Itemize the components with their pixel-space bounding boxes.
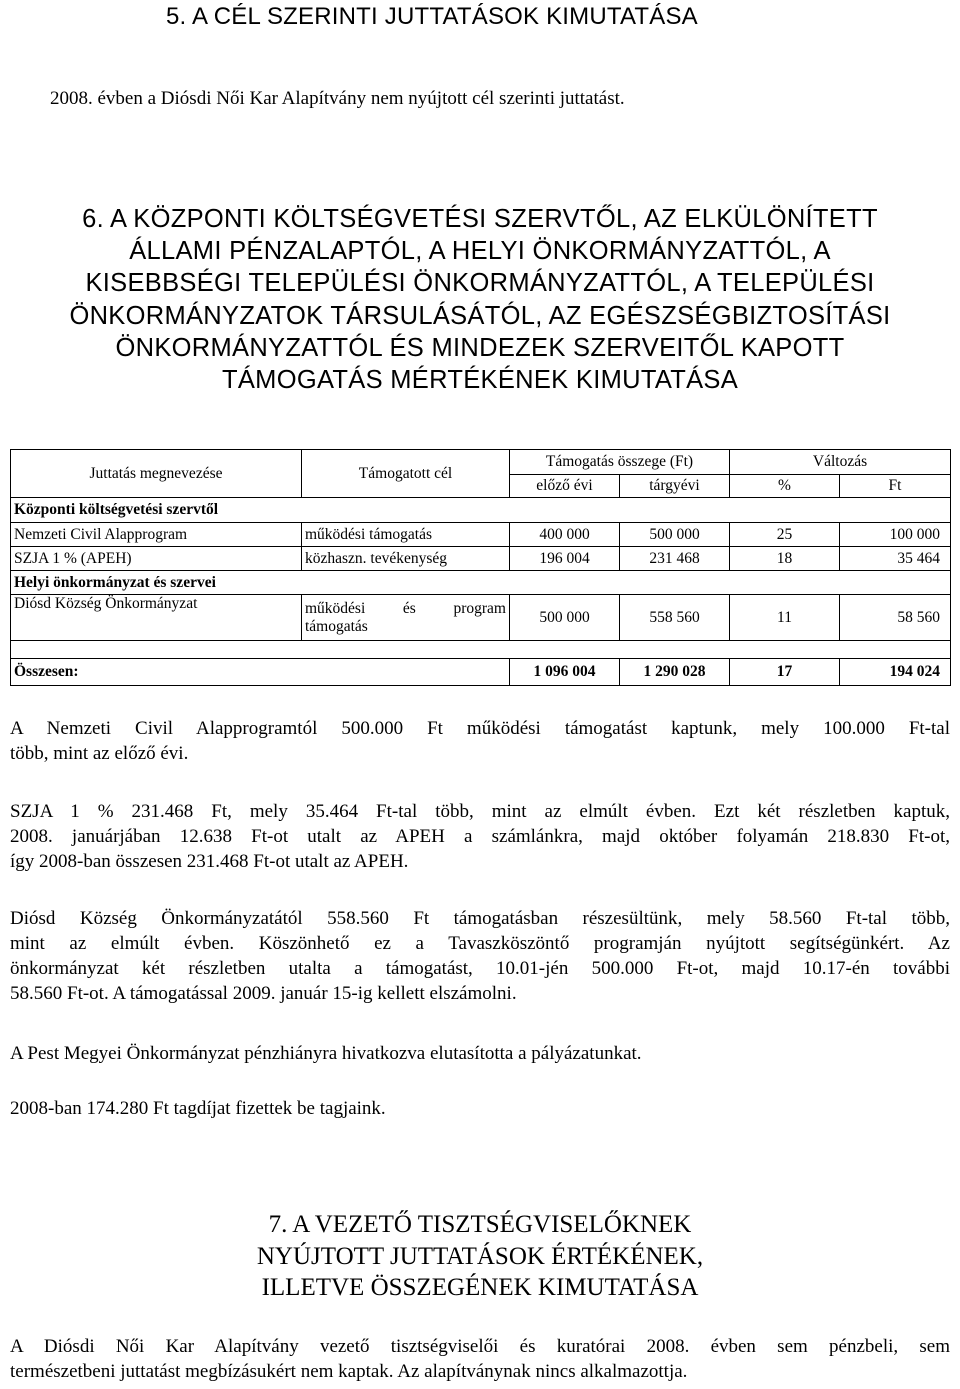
table-row [11, 547, 951, 571]
cell-prev: 196 004 [510, 547, 620, 571]
cell-current: 558 560 [620, 595, 730, 641]
text-line: így 2008-ban összesen 231.468 Ft-ot utalt az APEH. [10, 851, 409, 872]
text-line: A Nemzeti Civil Alapprogramtól 500.000 Ft működési támogatást kaptunk, mely 100.000 Ft-tal [10, 718, 950, 739]
table-row [11, 523, 951, 547]
title-line: TÁMOGATÁS MÉRTÉKÉNEK KIMUTATÁSA [221, 366, 739, 395]
header-prev: előző évi [510, 475, 620, 498]
cell-ft: 58 560 [840, 595, 951, 641]
header-amount: Támogatás összege (Ft) [510, 450, 730, 475]
title-line: ÖNKORMÁNYZATOK TÁRSULÁSÁTÓL, AZ EGÉSZSÉGBIZTOSÍTÁSI [69, 301, 891, 330]
title-line: ÖNKORMÁNYZATTÓL ÉS MINDEZEK SZERVEITŐL KAPOTT [115, 333, 845, 362]
section-6-title [14, 203, 946, 396]
empty-cell [11, 641, 510, 659]
table-spacer-row [11, 641, 951, 659]
paragraph-officers [10, 1334, 950, 1384]
title-line: KISEBBSÉGI TELEPÜLÉSI ÖNKORMÁNYZATTÓL, A TELEPÜLÉSI [85, 269, 875, 298]
cell-purpose [302, 595, 510, 641]
header-change: Változás [730, 450, 951, 475]
paragraph-tagdij [10, 1096, 950, 1121]
cell-purpose: működési támogatás [302, 523, 510, 547]
section-5-text: 2008. évben a Diósdi Női Kar Alapítvány nem nyújtott cél szerinti juttatást. [50, 88, 625, 109]
title-line: ÁLLAMI PÉNZALAPTÓL, A HELYI ÖNKORMÁNYZATTÓL, A [129, 237, 831, 266]
total-ft: 194 024 [840, 659, 951, 686]
paragraph-szja [10, 799, 950, 874]
group-label: Központi költségvetési szervtől [11, 498, 510, 523]
table-row [11, 595, 951, 641]
empty-cell [510, 641, 951, 659]
cell-ft: 35 464 [840, 547, 951, 571]
purpose-line: működési és program [305, 599, 506, 617]
text-line: 2008. januárjában 12.638 Ft-ot utalt az APEH a számlánkra, majd október folyamán 218.830 Ft-ot, [10, 826, 950, 847]
empty-cell [510, 571, 951, 595]
cell-ft: 100 000 [840, 523, 951, 547]
text-line: Diósd Község Önkormányzatától 558.560 Ft támogatásban részesültünk, mely 58.560 Ft-tal több, [10, 908, 950, 929]
cell-name: Nemzeti Civil Alapprogram [11, 523, 302, 547]
text-line: 2008-ban 174.280 Ft tagdíjat fizettek be tagjaink. [10, 1098, 386, 1119]
header-name: Juttatás megnevezése [11, 450, 302, 498]
total-pct: 17 [730, 659, 840, 686]
paragraph-pest [10, 1041, 950, 1066]
text-line: mint az elmúlt évben. Köszönhető ez a Tavaszköszöntő programján nyújtott segítségünkért. Az [10, 933, 950, 954]
empty-cell [510, 498, 951, 523]
header-ft: Ft [840, 475, 951, 498]
section-7-title [0, 1209, 960, 1304]
cell-pct: 25 [730, 523, 840, 547]
cell-pct: 18 [730, 547, 840, 571]
text-line: SZJA 1 % 231.468 Ft, mely 35.464 Ft-tal több, mint az elmúlt évben. Ezt két részletben kaptuk, [10, 801, 950, 822]
table-group-row [11, 571, 951, 595]
cell-prev: 400 000 [510, 523, 620, 547]
cell-name: Diósd Község Önkormányzat [11, 595, 302, 641]
cell-name: SZJA 1 % (APEH) [11, 547, 302, 571]
section-5-title: 5. A CÉL SZERINTI JUTTATÁSOK KIMUTATÁSA [166, 3, 698, 30]
total-current: 1 290 028 [620, 659, 730, 686]
title-line: NYÚJTOTT JUTTATÁSOK ÉRTÉKÉNEK, [256, 1242, 704, 1270]
header-purpose: Támogatott cél [302, 450, 510, 498]
cell-pct: 11 [730, 595, 840, 641]
cell-current: 500 000 [620, 523, 730, 547]
table-total-row [11, 659, 951, 686]
support-table [10, 449, 951, 686]
header-current: tárgyévi [620, 475, 730, 498]
text-line: 58.560 Ft-ot. A támogatással 2009. január 15-ig kellett elszámolni. [10, 983, 517, 1004]
total-prev: 1 096 004 [510, 659, 620, 686]
cell-prev: 500 000 [510, 595, 620, 641]
text-line: több, mint az előző évi. [10, 743, 189, 764]
text-line: természetbeni juttatást megbízásukért nem kaptak. Az alapítványnak nincs alkalmazottja. [10, 1361, 688, 1382]
cell-current: 231 468 [620, 547, 730, 571]
total-label: Összesen: [11, 659, 510, 686]
purpose-line: támogatás [305, 617, 368, 635]
paragraph-nca [10, 716, 950, 766]
group-label: Helyi önkormányzat és szervei [11, 571, 510, 595]
paragraph-diosd [10, 906, 950, 1006]
text-line: önkormányzat két részletben utalta a támogatást, 10.01-jén 500.000 Ft-ot, majd 10.17-én további [10, 958, 950, 979]
text-line: A Diósdi Női Kar Alapítvány vezető tisztségviselői és kuratórai 2008. évben sem pénzbeli, sem [10, 1336, 950, 1357]
title-line: 6. A KÖZPONTI KÖLTSÉGVETÉSI SZERVTŐL, AZ ELKÜLÖNÍTETT [82, 205, 878, 233]
header-pct: % [730, 475, 840, 498]
text-line: A Pest Megyei Önkormányzat pénzhiányra hivatkozva elutasította a pályázatunkat. [10, 1043, 642, 1064]
table-group-row [11, 498, 951, 523]
cell-purpose: közhaszn. tevékenység [302, 547, 510, 571]
title-line: ILLETVE ÖSSZEGÉNEK KIMUTATÁSA [261, 1274, 699, 1301]
title-line: 7. A VEZETŐ TISZTSÉGVISELŐKNEK [268, 1211, 692, 1238]
